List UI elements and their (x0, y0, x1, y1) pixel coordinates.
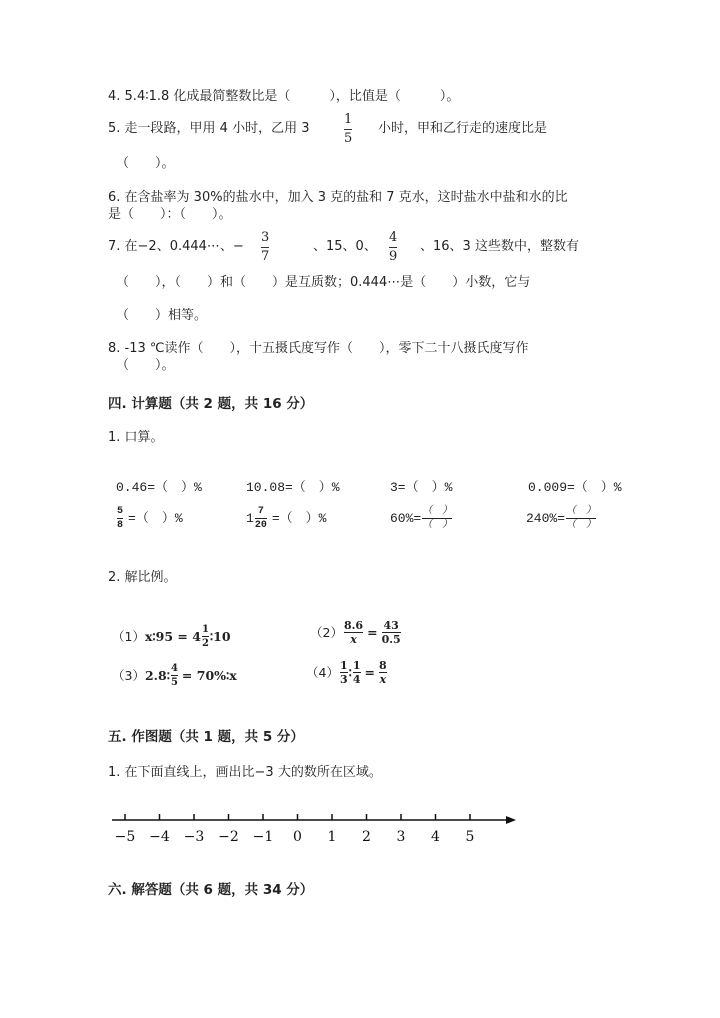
question-7-line-2: （ ），（ ）和（ ）是互质数；0.444⋯是（ ）小数，它与 (116, 275, 531, 290)
calc-1-title: 1. 口算。 (108, 430, 164, 445)
fraction-numerator: 4 (170, 663, 178, 674)
calc-expression-tail: =（ ）% (128, 510, 183, 526)
section-6-title: 六. 解答题（共 6 题，共 34 分） (108, 882, 314, 898)
fraction-numerator: 1 (344, 112, 353, 127)
calc-1-row1-item-3: 3=（ ）% (390, 480, 453, 495)
proportion-1 (112, 624, 231, 649)
fraction-numerator: 8.6 (343, 619, 364, 632)
number-line-label: 2 (362, 829, 371, 845)
calc-expression-head: 240%= (526, 510, 566, 526)
number-line-label: 1 (327, 829, 337, 845)
proportion-2 (310, 620, 402, 645)
question-7-fraction-1 (261, 231, 269, 264)
question-6-line-2: 是（ ）：（ ）。 (108, 207, 232, 222)
fraction (382, 620, 401, 645)
proportion-label: （2） (310, 624, 343, 640)
section-5-title: 五. 作图题（共 1 题，共 5 分） (108, 729, 304, 745)
proportion-label: （3） (112, 667, 145, 683)
question-4: 4. 5.4∶1.8 化成最简整数比是（ ），比值是（ ）。 (108, 89, 460, 104)
number-line-label: 4 (431, 829, 440, 845)
question-7-text-a: 7. 在−2、0.444⋯、− (108, 239, 244, 254)
number-line-label: −3 (183, 829, 205, 845)
calc-1-row1-item-2: 10.08=（ ）% (246, 480, 340, 495)
fraction-denominator: （ ） (422, 520, 453, 531)
fraction-numerator: 1 (339, 659, 348, 672)
fraction-denominator: 2 (201, 638, 209, 649)
fraction-numerator: 4 (389, 230, 398, 245)
question-5-fraction (344, 113, 352, 146)
fraction-denominator: （ ） (566, 520, 597, 531)
fraction-numerator: 7 (257, 506, 264, 517)
proportion-right: ∶10 (209, 628, 231, 644)
fraction-numerator: 8 (379, 659, 387, 672)
proportion-label: （1） (112, 628, 145, 644)
question-8-line-2: （ ）。 (116, 358, 175, 373)
fraction (202, 624, 209, 649)
question-7-text-c: 、16、3 这些数中，整数有 (420, 239, 579, 254)
number-line-label: −1 (252, 829, 274, 845)
number-line-label: 3 (396, 829, 406, 845)
proportion-label: （4） (306, 664, 339, 680)
fraction-numerator: 5 (117, 506, 124, 517)
calc-1-row1-item-1: 0.46=（ ）% (116, 480, 202, 495)
number-line-label: 0 (293, 829, 302, 845)
fraction (344, 620, 363, 645)
question-7-text-b: 、15、0、 (313, 239, 377, 254)
fraction (255, 506, 267, 531)
fraction-denominator: 0.5 (381, 633, 401, 646)
proportion-3 (112, 663, 237, 688)
proportion-left: x∶95 = 4 (144, 628, 201, 644)
calc-1-row2-item-3 (390, 506, 453, 531)
question-5-text-b: 小时，甲和乙行走的速度比是 (378, 121, 548, 136)
number-line (0, 805, 720, 865)
fraction (171, 663, 178, 688)
fraction (340, 660, 348, 685)
proportion-left: 2.8∶ (144, 667, 170, 683)
number-line-label: −4 (149, 829, 170, 845)
fraction-numerator: （ ） (422, 506, 453, 517)
number-line-label: −5 (114, 829, 136, 845)
question-5-text-a: 5. 走一段路，甲用 4 小时，乙用 3 (108, 121, 310, 136)
fraction (422, 506, 452, 531)
equals-sign: = (364, 664, 376, 680)
question-5-line-2: （ ）。 (116, 156, 175, 171)
fraction-denominator: 7 (261, 249, 270, 264)
fraction-numerator: （ ） (566, 506, 597, 517)
ratio-sign: ∶ (348, 664, 352, 680)
question-8-line-1: 8. -13 ℃读作（ ），十五摄氏度写作（ ），零下二十八摄氏度写作 (108, 341, 529, 356)
section-4-title: 四. 计算题（共 2 题，共 16 分） (108, 396, 314, 412)
fraction (379, 660, 387, 685)
fraction-numerator: 1 (201, 624, 209, 635)
calc-1-row2-item-2 (246, 506, 326, 531)
fraction-denominator: 8 (117, 520, 124, 531)
fraction-numerator: 43 (383, 619, 399, 632)
question-6-line-1: 6. 在含盐率为 30%的盐水中，加入 3 克的盐和 7 克水，这时盐水中盐和水的比 (108, 190, 568, 205)
number-line-label: −2 (218, 829, 239, 845)
calc-1-row1-item-4: 0.009=（ ）% (528, 480, 622, 495)
fraction (566, 506, 596, 531)
mixed-whole: 1 (246, 510, 254, 526)
proportion-4 (306, 660, 388, 685)
fraction (117, 506, 123, 531)
fraction-numerator: 1 (352, 659, 361, 672)
fraction-denominator: x (350, 633, 357, 646)
calc-expression-head: 60%= (390, 510, 422, 526)
fraction-numerator: 3 (261, 230, 270, 245)
fraction-denominator: 4 (352, 673, 361, 686)
calc-2-title: 2. 解比例。 (108, 570, 177, 585)
proportion-right: = 70%∶x (181, 667, 237, 683)
calc-expression-tail: =（ ）% (271, 510, 327, 526)
number-line-label: 5 (465, 829, 475, 845)
calc-1-row2-item-4 (526, 506, 597, 531)
calc-1-row2-item-1 (116, 506, 183, 531)
fraction-denominator: 9 (389, 249, 398, 264)
draw-1-title: 1. 在下面直线上，画出比−3 大的数所在区域。 (108, 765, 382, 780)
question-7-line-3: （ ）相等。 (116, 308, 208, 323)
fraction-denominator: 5 (170, 677, 178, 688)
question-7-fraction-2 (389, 231, 397, 264)
fraction-denominator: x (379, 673, 387, 686)
fraction-denominator: 5 (344, 131, 353, 146)
arrow-right-icon (506, 816, 516, 824)
equals-sign: = (367, 624, 378, 640)
fraction-denominator: 3 (339, 673, 348, 686)
fraction (353, 660, 361, 685)
fraction-denominator: 20 (254, 520, 267, 531)
